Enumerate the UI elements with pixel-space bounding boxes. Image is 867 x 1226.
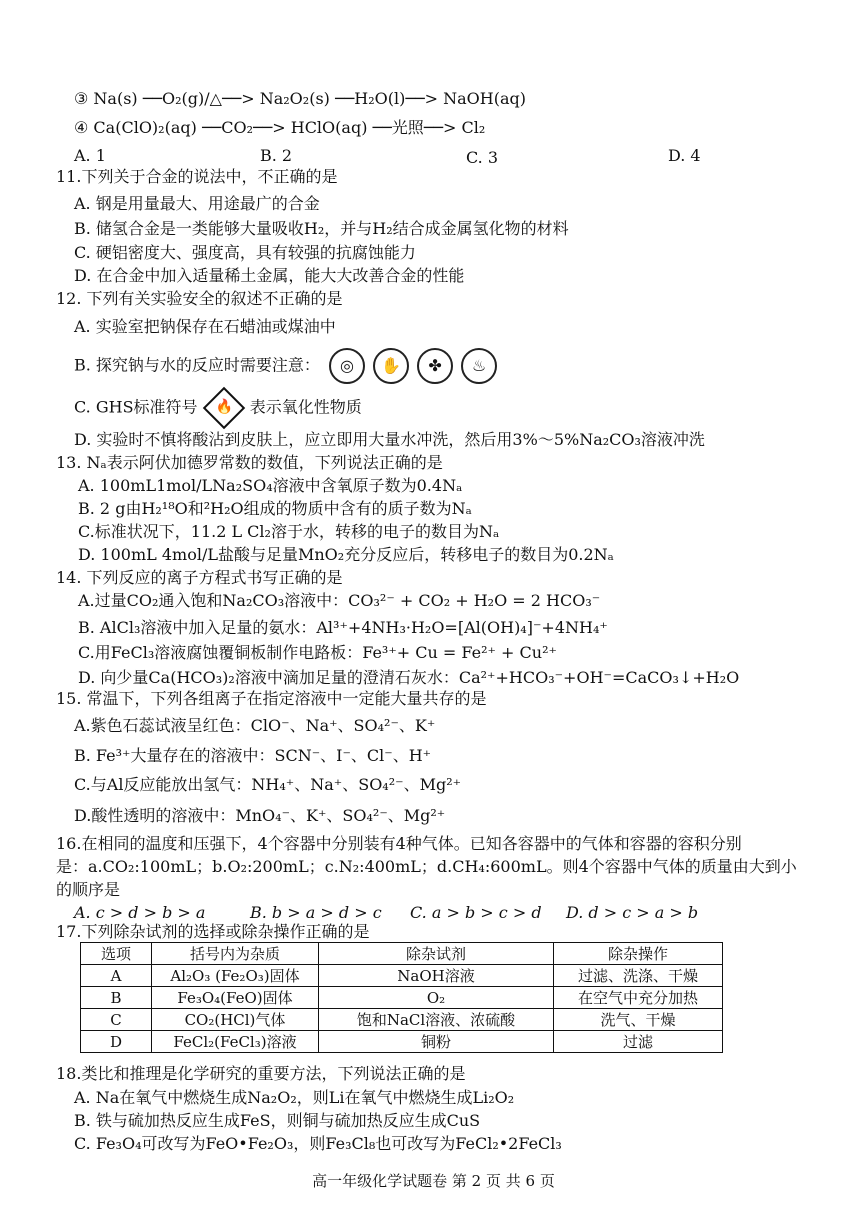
table-header: 除杂试剂 bbox=[319, 943, 554, 965]
q15-option-b: B. Fe³⁺大量存在的溶液中：SCN⁻、I⁻、Cl⁻、H⁺ bbox=[74, 746, 432, 765]
q12-option-d: D. 实验时不慎将酸沾到皮肤上，应立即用大量水冲洗，然后用3%～5%Na₂CO₃溶液冲洗 bbox=[74, 430, 705, 449]
safety-icons bbox=[329, 348, 497, 384]
question-12: 12. 下列有关实验安全的叙述不正确的是 bbox=[56, 289, 343, 308]
q13-option-d: D. 100mL 4mol/L盐酸与足量MnO₂充分反应后，转移电子的数目为0.2Nₐ bbox=[78, 545, 614, 564]
q16-option-a: A. c > d > b > a bbox=[74, 903, 206, 922]
question-15: 15. 常温下，下列各组离子在指定溶液中一定能大量共存的是 bbox=[56, 689, 487, 708]
table-cell: O₂ bbox=[319, 987, 554, 1009]
q14-option-b: B. AlCl₃溶液中加入足量的氨水：Al³⁺+4NH₃·H₂O=[Al(OH)₄]⁻+4NH₄⁺ bbox=[78, 618, 608, 637]
table-cell: NaOH溶液 bbox=[319, 965, 554, 987]
q11-option-b: B. 储氢合金是一类能够大量吸收H₂，并与H₂结合成金属氢化物的材料 bbox=[74, 219, 569, 238]
table-cell: 过滤 bbox=[554, 1031, 723, 1053]
table-row bbox=[81, 965, 723, 987]
q13-option-c: C.标准状况下，11.2 L Cl₂溶于水，转移的电子的数目为Nₐ bbox=[78, 522, 500, 541]
reaction-3: ③ Na(s) ──O₂(g)/△──> Na₂O₂(s) ──H₂O(l)──> NaOH(aq) bbox=[74, 89, 526, 108]
table-cell: D bbox=[81, 1031, 152, 1053]
table-cell: 在空气中充分加热 bbox=[554, 987, 723, 1009]
table-cell: Al₂O₃ (Fe₂O₃)固体 bbox=[152, 965, 319, 987]
table-row bbox=[81, 1009, 723, 1031]
q15-option-d: D.酸性透明的溶液中：MnO₄⁻、K⁺、SO₄²⁻、Mg²⁺ bbox=[74, 806, 446, 825]
q13-option-b: B. 2 g由H₂¹⁸O和²H₂O组成的物质中含有的质子数为Nₐ bbox=[78, 499, 472, 518]
oxidizer-ghs-icon: 🔥 bbox=[202, 387, 244, 429]
goggles-icon: ◎ bbox=[329, 348, 365, 384]
q10-option-b: B. 2 bbox=[260, 146, 293, 165]
table-row bbox=[81, 1031, 723, 1053]
q18-option-c: C. Fe₃O₄可改写为FeO•Fe₂O₃，则Fe₃Cl₈也可改写为FeCl₂•2FeCl₃ bbox=[74, 1134, 562, 1153]
q12-option-a: A. 实验室把钠保存在石蜡油或煤油中 bbox=[74, 317, 336, 336]
q11-option-a: A. 钢是用量最大、用途最广的合金 bbox=[74, 194, 320, 213]
page-footer: 高一年级化学试题卷 第 2 页 共 6 页 bbox=[312, 1172, 555, 1190]
q11-option-d: D. 在合金中加入适量稀土金属，能大大改善合金的性能 bbox=[74, 266, 465, 285]
table-cell: 过滤、洗涤、干燥 bbox=[554, 965, 723, 987]
table-header: 括号内为杂质 bbox=[152, 943, 319, 965]
fire-warning-icon: ♨ bbox=[461, 348, 497, 384]
q16-option-b: B. b > a > d > c bbox=[250, 903, 382, 922]
table-header: 除杂操作 bbox=[554, 943, 723, 965]
question-14: 14. 下列反应的离子方程式书写正确的是 bbox=[56, 568, 343, 587]
reaction-4: ④ Ca(ClO)₂(aq) ──CO₂──> HClO(aq) ──光照──> Cl₂ bbox=[74, 118, 486, 137]
q15-option-a: A.紫色石蕊试液呈红色：ClO⁻、Na⁺、SO₄²⁻、K⁺ bbox=[74, 716, 436, 735]
question-16-line-1: 16.在相同的温度和压强下，4个容器中分别装有4种气体。已知各容器中的气体和容器的容积分别 bbox=[56, 834, 742, 853]
q18-option-b: B. 铁与硫加热反应生成FeS，则铜与硫加热反应生成CuS bbox=[74, 1111, 481, 1130]
table-row bbox=[81, 987, 723, 1009]
q13-option-a: A. 100mL1mol/LNa₂SO₄溶液中含氧原子数为0.4Nₐ bbox=[78, 476, 463, 495]
q15-option-c: C.与Al反应能放出氢气：NH₄⁺、Na⁺、SO₄²⁻、Mg²⁺ bbox=[74, 775, 462, 794]
q12-option-c-text: C. GHS标准符号 bbox=[74, 397, 198, 417]
q14-option-c: C.用FeCl₃溶液腐蚀覆铜板制作电路板：Fe³⁺+ Cu = Fe²⁺ + Cu²⁺ bbox=[78, 643, 557, 662]
q16-option-c: C. a > b > c > d bbox=[410, 903, 542, 922]
question-18: 18.类比和推理是化学研究的重要方法，下列说法正确的是 bbox=[56, 1064, 466, 1083]
question-16-line-3: 的顺序是 bbox=[56, 880, 121, 899]
ventilation-fan-icon: ✤ bbox=[417, 348, 453, 384]
table-cell: 饱和NaCl溶液、浓硫酸 bbox=[319, 1009, 554, 1031]
q10-option-a: A. 1 bbox=[74, 146, 106, 165]
hand-wash-icon: ✋ bbox=[373, 348, 409, 384]
q12-option-c bbox=[74, 393, 362, 423]
q18-option-a: A. Na在氧气中燃烧生成Na₂O₂，则Li在氧气中燃烧生成Li₂O₂ bbox=[74, 1088, 515, 1107]
question-16-line-2: 是：a.CO₂:100mL；b.O₂:200mL；c.N₂:400mL；d.CH₄:600mL。则4个容器中气体的质量由大到小 bbox=[56, 857, 797, 876]
q12-option-b bbox=[74, 348, 497, 384]
table-cell: 洗气、干燥 bbox=[554, 1009, 723, 1031]
q12-option-b-text: B. 探究钠与水的反应时需要注意： bbox=[74, 355, 320, 375]
question-13: 13. Nₐ表示阿伏加德罗常数的数值，下列说法正确的是 bbox=[56, 453, 443, 472]
table-cell: FeCl₂(FeCl₃)溶液 bbox=[152, 1031, 319, 1053]
q10-option-d: D. 4 bbox=[668, 146, 701, 165]
question-17: 17.下列除杂试剂的选择或除杂操作正确的是 bbox=[56, 922, 370, 941]
q14-option-a: A.过量CO₂通入饱和Na₂CO₃溶液中：CO₃²⁻ + CO₂ + H₂O = 2 HCO₃⁻ bbox=[78, 591, 601, 610]
q12-option-c-text-2: 表示氧化性物质 bbox=[249, 397, 362, 417]
table-cell: B bbox=[81, 987, 152, 1009]
impurity-table bbox=[80, 942, 723, 1053]
q16-option-d: D. d > c > a > b bbox=[566, 903, 699, 922]
table-cell: A bbox=[81, 965, 152, 987]
q11-option-c: C. 硬铝密度大、强度高，具有较强的抗腐蚀能力 bbox=[74, 243, 416, 262]
table-header: 选项 bbox=[81, 943, 152, 965]
table-cell: Fe₃O₄(FeO)固体 bbox=[152, 987, 319, 1009]
q10-option-c: C. 3 bbox=[466, 148, 499, 167]
table-header-row bbox=[81, 943, 723, 965]
q14-option-d: D. 向少量Ca(HCO₃)₂溶液中滴加足量的澄清石灰水：Ca²⁺+HCO₃⁻+OH⁻=CaCO₃↓+H₂O bbox=[78, 668, 740, 687]
table-cell: CO₂(HCl)气体 bbox=[152, 1009, 319, 1031]
table-cell: C bbox=[81, 1009, 152, 1031]
question-11: 11.下列关于合金的说法中，不正确的是 bbox=[56, 167, 338, 186]
table-cell: 铜粉 bbox=[319, 1031, 554, 1053]
